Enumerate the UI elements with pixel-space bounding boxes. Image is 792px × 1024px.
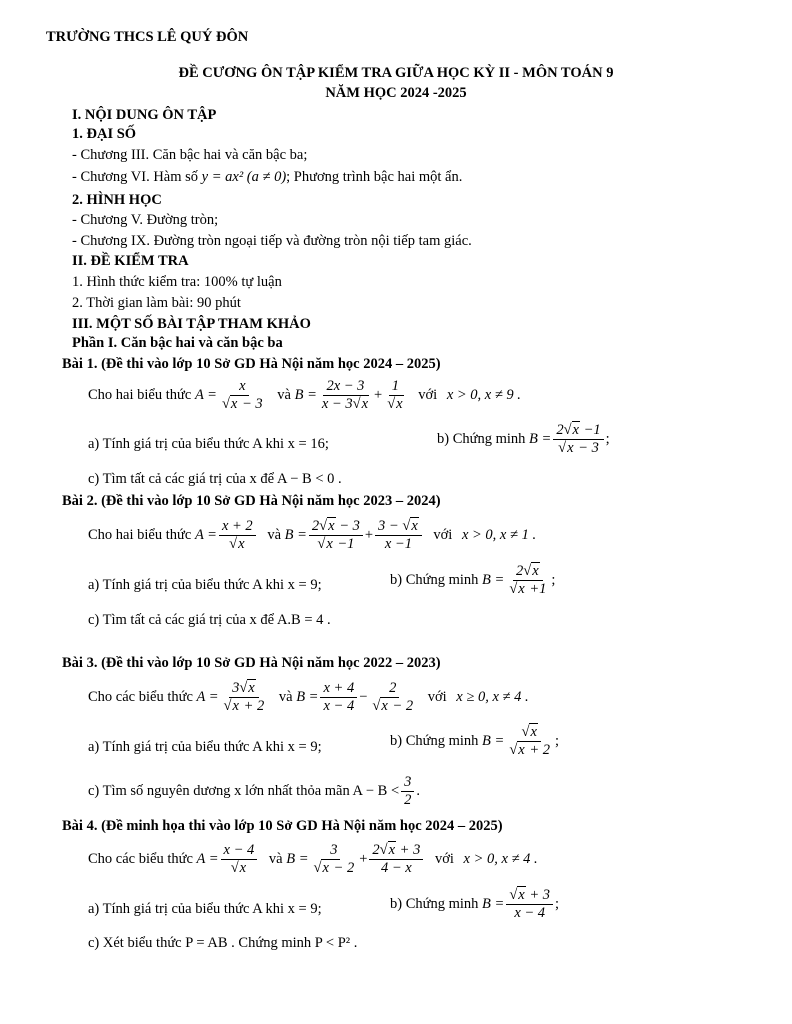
function-formula: y = ax² (a ≠ 0) [201, 169, 287, 185]
numerator: 2x − 3 [323, 378, 367, 396]
condition: x ≥ 0, x ≠ 4 . [456, 688, 529, 705]
numerator: 3 − √x [375, 518, 422, 536]
lhs-a: A = [194, 386, 217, 403]
lhs-b: B = [294, 386, 317, 403]
exam-duration: 2. Thời gian làm bài: 90 phút [72, 295, 241, 311]
intro-text: Cho hai biểu thức [88, 386, 192, 403]
denominator: √x + 2 [509, 742, 551, 758]
fraction-b2 [369, 680, 416, 715]
intro-text: Cho các biểu thức [88, 850, 193, 867]
lhs-b: B = [296, 688, 319, 705]
word-with: với [433, 526, 453, 543]
fraction-b2 [384, 378, 406, 413]
word-and: và [268, 850, 283, 867]
exercise-4a: a) Tính giá trị của biểu thức A khi x = 9; [88, 901, 322, 917]
fraction [506, 563, 549, 598]
numerator: 3√x [229, 680, 259, 698]
fraction-a [221, 680, 268, 715]
exercise-3a: a) Tính giá trị của biểu thức A khi x = 9; [88, 739, 322, 755]
lhs-a: A = [194, 526, 217, 543]
denominator: √x −1 [317, 536, 355, 552]
denominator: x − 3√x [321, 396, 369, 412]
fraction-b1 [311, 842, 358, 877]
prove-text: b) Chứng minh [390, 732, 479, 749]
fraction-b1 [320, 680, 357, 715]
exercise-4-intro: Cho các biểu thức A = $\frac{x - 4}{√x}$ và B = $\frac{3}{√x - 2}$ + $\frac{2√x + 3}{4 - x}$ với x > 0, x ≠ 4 . [88, 842, 538, 876]
lhs-b: B = [482, 895, 505, 912]
den-post: − 2 [329, 860, 355, 876]
semicolon: ; [551, 571, 556, 588]
exercise-3b [390, 724, 559, 759]
numerator: √x [518, 724, 540, 742]
denominator: √x − 2 [372, 698, 414, 714]
lhs-b: B = [286, 850, 309, 867]
exercise-4b [390, 887, 559, 922]
num-pre: 2 [311, 518, 320, 534]
radicand: x [322, 860, 329, 876]
fraction-b2 [375, 518, 422, 553]
lhs-b: B = [482, 732, 505, 749]
algebra-item-1: - Chương III. Căn bậc hai và căn bậc ba; [72, 147, 308, 163]
radicand: x [232, 698, 239, 714]
num-pre: 2 [516, 563, 524, 579]
num-pre: 3 − [378, 518, 403, 534]
school-year: NĂM HỌC 2024 -2025 [325, 85, 467, 101]
num-pre: 3 [232, 680, 240, 696]
fraction-b2 [369, 842, 423, 877]
radicand: x [239, 860, 247, 876]
num-pre: 2 [556, 422, 564, 438]
radicand: x [530, 724, 537, 740]
intro-text: Cho hai biểu thức [88, 526, 192, 543]
geometry-item-2: - Chương IX. Đường tròn ngoại tiếp và đường tròn nội tiếp tam giác. [72, 233, 472, 249]
exercise-3-heading: Bài 3. (Đề thi vào lớp 10 Sở GD Hà Nội năm học 2022 – 2023) [62, 655, 441, 671]
numerator: 2√x [513, 563, 543, 581]
denominator: 4 − x [381, 860, 412, 876]
num-post: + 3 [396, 842, 421, 858]
section-2-heading: II. ĐỀ KIỂM TRA [72, 253, 189, 269]
denominator: √x + 2 [223, 698, 265, 714]
semicolon: ; [555, 895, 560, 912]
fraction [401, 774, 414, 809]
radicand: x [532, 563, 539, 579]
radicand: x [248, 680, 255, 696]
radicand: x [567, 440, 574, 456]
algebra-heading: 1. ĐẠI SỐ [72, 126, 137, 142]
radicand: x [518, 581, 525, 597]
fraction-a [221, 842, 258, 877]
word-and: và [278, 688, 293, 705]
exercise-1a: a) Tính giá trị của biểu thức A khi x = 16; [88, 436, 329, 452]
part-1-heading: Phần I. Căn bậc hai và căn bậc ba [72, 335, 283, 351]
algebra-item-2-tail: ; Phương trình bậc hai một ẩn. [286, 169, 463, 185]
exercise-4c: c) Xét biểu thức P = AB . Chứng minh P < P² . [88, 935, 358, 951]
radicand: x [572, 422, 579, 438]
word-and: và [277, 386, 291, 403]
fraction-b1 [319, 378, 372, 413]
num-post: − 3 [335, 518, 360, 534]
minus-sign: − [359, 688, 368, 705]
lhs-b: B = [284, 526, 307, 543]
exercise-1c: c) Tìm tất cả các giá trị của x để A − B < 0 . [88, 471, 342, 487]
exercise-2-heading: Bài 2. (Đề thi vào lớp 10 Sở GD Hà Nội năm học 2023 – 2024) [62, 493, 441, 509]
denominator: √x [229, 536, 245, 552]
denominator: √x +1 [509, 581, 547, 597]
numerator: 2√x −1 [553, 422, 603, 440]
den-post: + 2 [525, 742, 551, 758]
geometry-item-1: - Chương V. Đường tròn; [72, 212, 219, 228]
numerator: 2√x + 3 [369, 842, 423, 860]
numerator: √x + 3 [506, 887, 553, 905]
exercise-4-heading: Bài 4. (Đề minh họa thi vào lớp 10 Sở GD Hà Nội năm học 2024 – 2025) [62, 818, 503, 834]
exercise-1b [437, 422, 610, 457]
numerator: x + 2 [219, 518, 256, 536]
period: . [416, 782, 421, 799]
lhs-a: A = [196, 850, 219, 867]
section-1-heading: I. NỘI DUNG ÔN TẬP [72, 107, 217, 123]
condition: x > 0, x ≠ 9 . [446, 386, 521, 403]
word-and: và [267, 526, 281, 543]
fraction [553, 422, 603, 457]
exercise-3c [88, 774, 420, 809]
num-post: −1 [579, 422, 601, 438]
denominator: √x − 2 [313, 860, 355, 876]
radicand: x [238, 536, 245, 552]
denominator: x − 4 [323, 698, 355, 714]
semicolon: ; [605, 430, 610, 447]
radicand: x [381, 698, 388, 714]
algebra-item-2-text: - Chương VI. Hàm số [72, 169, 199, 185]
radicand: x [388, 842, 396, 858]
exercise-2b [390, 563, 555, 598]
lhs-b: B = [482, 571, 505, 588]
den-post: − 2 [388, 698, 414, 714]
condition: x > 0, x ≠ 1 . [461, 526, 537, 543]
radicand: x [328, 518, 335, 534]
exercise-2c: c) Tìm tất cả các giá trị của x để A.B = 4 . [88, 612, 331, 628]
radicand: x [361, 396, 369, 412]
numerator: x [236, 378, 248, 396]
numerator: 2√x − 3 [309, 518, 363, 536]
denominator: 2 [404, 792, 412, 808]
denominator: √x [230, 860, 247, 876]
fraction-b1 [309, 518, 363, 553]
c-text: c) Tìm số nguyên dương x lớn nhất thỏa mãn A − B < [88, 782, 400, 799]
algebra-item-2 [72, 168, 462, 186]
fraction [506, 724, 553, 759]
den-post: −1 [333, 536, 355, 552]
condition: x > 0, x ≠ 4 . [463, 850, 538, 867]
radicand: x [326, 536, 333, 552]
den-post: + 2 [239, 698, 265, 714]
numerator: 1 [389, 378, 402, 396]
num-pre: 2 [372, 842, 380, 858]
exercise-2a: a) Tính giá trị của biểu thức A khi x = 9; [88, 577, 322, 593]
radicand: x [396, 396, 403, 412]
numerator: x − 4 [221, 842, 258, 860]
radicand: x [518, 887, 525, 903]
den-pre: x − 3 [321, 396, 353, 412]
exam-format: 1. Hình thức kiểm tra: 100% tự luận [72, 274, 282, 290]
denominator: √x − 3 [558, 440, 599, 456]
prove-text: b) Chứng minh [390, 895, 479, 912]
den-post: +1 [525, 581, 547, 597]
school-name: TRƯỜNG THCS LÊ QUÝ ĐÔN [46, 29, 249, 45]
exercise-3-intro [88, 680, 529, 715]
denominator: x − 4 [514, 905, 546, 921]
denominator: √x − 3 [221, 396, 263, 412]
num-post: + 3 [525, 887, 551, 903]
exercise-1-heading: Bài 1. (Đề thi vào lớp 10 Sở GD Hà Nội năm học 2024 – 2025) [62, 356, 441, 372]
word-with: với [434, 850, 454, 867]
den-rest: − 3 [238, 396, 263, 412]
numerator: 3 [401, 774, 414, 792]
word-with: với [418, 386, 438, 403]
radicand: x [411, 518, 418, 534]
numerator: 3 [327, 842, 340, 860]
word-with: với [427, 688, 447, 705]
radicand: x [518, 742, 525, 758]
semicolon: ; [555, 732, 560, 749]
denominator: √x [387, 396, 403, 412]
den-post: − 3 [574, 440, 599, 456]
fraction-a [219, 518, 256, 553]
prove-text: b) Chứng minh [437, 430, 526, 447]
prove-text: b) Chứng minh [390, 571, 479, 588]
geometry-heading: 2. HÌNH HỌC [72, 192, 162, 208]
numerator: x + 4 [320, 680, 357, 698]
lhs-a: A = [196, 688, 219, 705]
numerator: 2 [386, 680, 399, 698]
intro-text: Cho các biểu thức [88, 688, 193, 705]
lhs-b: B = [529, 430, 552, 447]
fraction [506, 887, 553, 922]
fraction-a [219, 378, 266, 413]
exercise-1-intro: Cho hai biểu thức A = $\frac{x}{√x - 3}$ và B = $\frac{2x - 3}{x - 3√x}$ + $\frac{1}{√x}$ với x > 0, x ≠ 9 . [88, 378, 521, 412]
exercise-2-intro: Cho hai biểu thức A = $\frac{x + 2}{√x}$ và B = $\frac{2√x - 3}{√x -1}$ + $\frac{3 - √x}{x -1}$ với x > 0, x ≠ 1 . [88, 518, 537, 552]
denominator: x −1 [384, 536, 412, 552]
section-3-heading: III. MỘT SỐ BÀI TẬP THAM KHẢO [72, 316, 311, 332]
radicand: x [230, 396, 238, 412]
doc-title: ĐỀ CƯƠNG ÔN TẬP KIỂM TRA GIỮA HỌC KỲ II - MÔN TOÁN 9 [178, 65, 614, 81]
